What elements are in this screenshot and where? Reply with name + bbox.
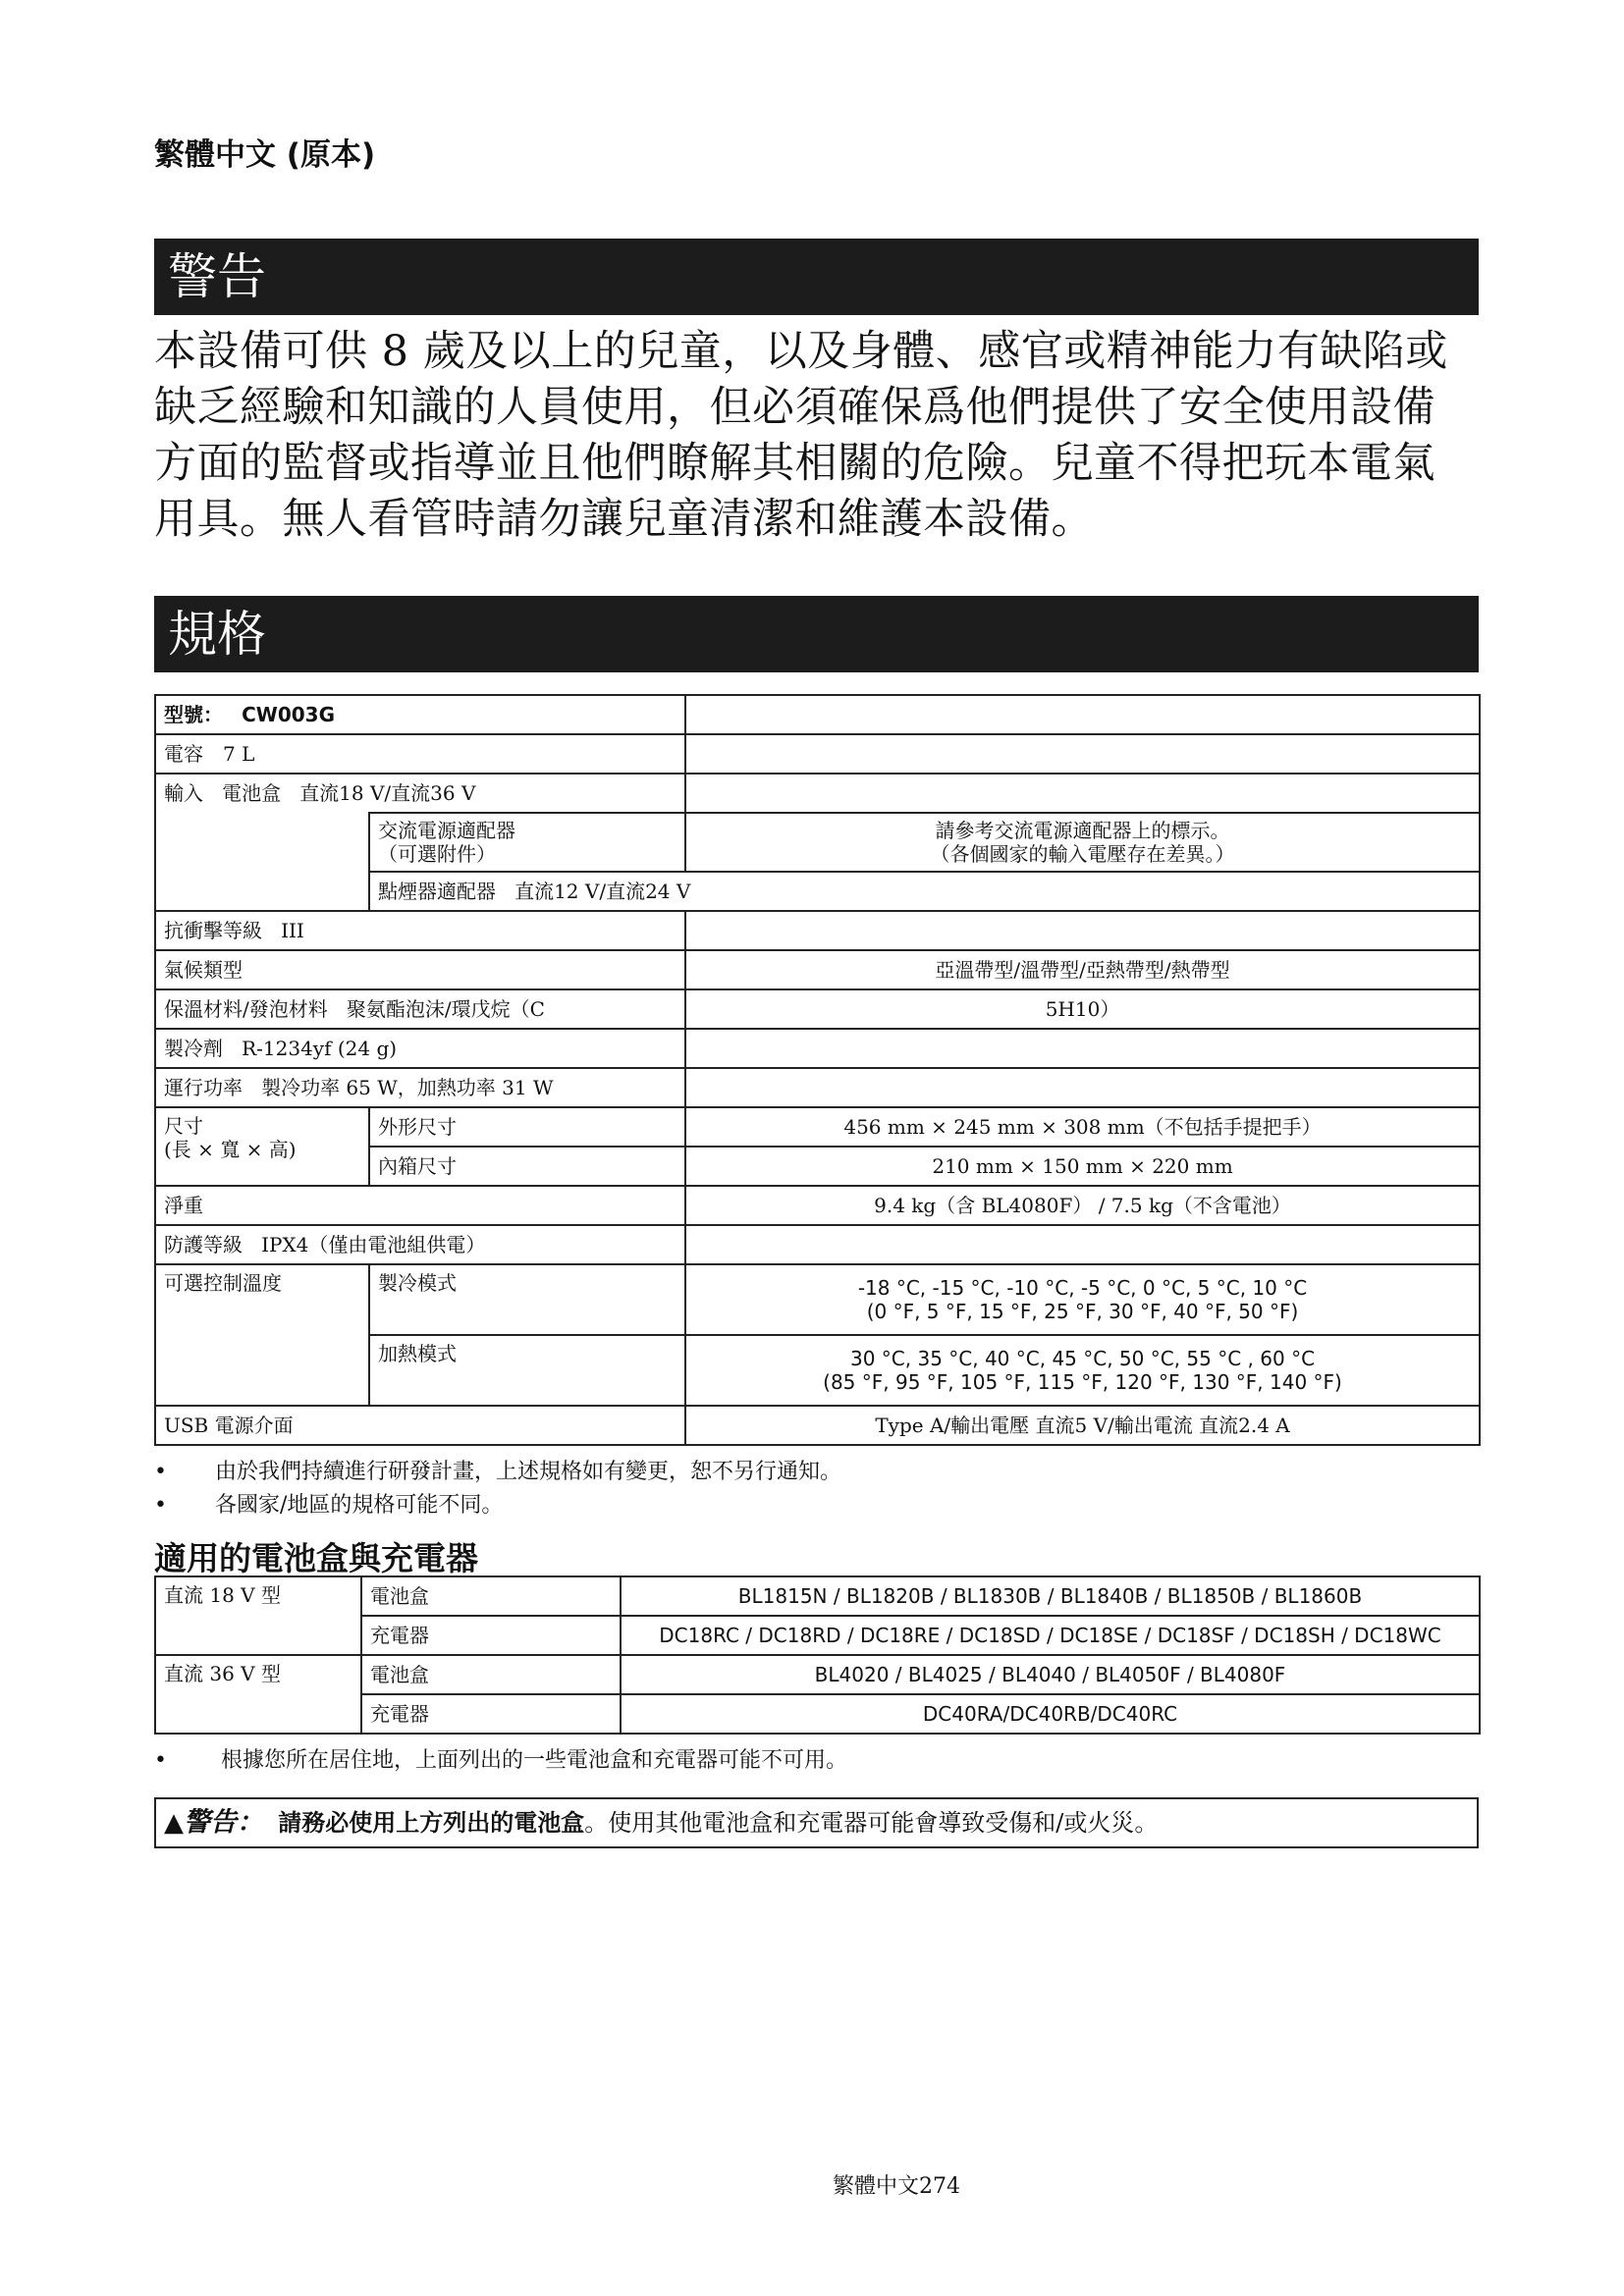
heat-value-line: 30 °C, 35 °C, 40 °C, 45 °C, 50 °C, 55 °C , 60 °C [849, 1347, 1316, 1370]
empty-cell [685, 695, 1480, 734]
table-row [155, 695, 1480, 734]
usb-label: USB 電源介面 [155, 1406, 685, 1445]
model-value: CW003G [242, 703, 335, 726]
climate-label: 氣候類型 [155, 950, 685, 989]
table-row [155, 774, 1480, 813]
protection-value: IPX4（僅由電池組供電） [261, 1233, 486, 1256]
empty-cell [685, 1225, 1480, 1264]
empty-cell [685, 911, 1480, 950]
refrigerant-label: 製冷劑 [164, 1037, 223, 1060]
battery-group: 直流 36 V 型 [155, 1655, 361, 1734]
warning-box [154, 1797, 1479, 1848]
empty-cell [685, 734, 1480, 774]
ac-adapter-value-line: 請參考交流電源適配器上的標示。 [935, 819, 1230, 842]
battery-type: 電池盒 [361, 1576, 621, 1616]
battery-value: DC18RC / DC18RD / DC18RE / DC18SD / DC18SE / DC18SF / DC18SH / DC18WC [621, 1616, 1480, 1655]
dimensions-label [155, 1107, 369, 1186]
table-row [155, 813, 1480, 872]
shock-cell [155, 911, 685, 950]
dim-outer-value: 456 mm × 245 mm × 308 mm（不包括手提把手） [685, 1107, 1480, 1147]
cool-value [685, 1264, 1480, 1335]
battery-group: 直流 18 V 型 [155, 1576, 361, 1655]
protection-label: 防護等級 [164, 1233, 243, 1256]
warning-bold-text: 請務必使用上方列出的電池盒 [278, 1809, 585, 1837]
climate-value: 亞溫帶型/溫帶型/亞熱帶型/熱帶型 [685, 950, 1480, 989]
spec-notes [154, 1456, 841, 1522]
table-row [155, 1264, 1480, 1335]
cigarette-value: 直流12 V/直流24 V [514, 880, 691, 903]
model-cell [155, 695, 685, 734]
cool-label: 製冷模式 [369, 1264, 685, 1335]
empty-cell [685, 1029, 1480, 1068]
list-item: • 根據您所在居住地，上面列出的一些電池盒和充電器可能不可用。 [154, 1748, 848, 1773]
battery-table [154, 1575, 1481, 1735]
empty-cell [685, 1068, 1480, 1107]
table-row [155, 1107, 1480, 1147]
refrigerant-cell [155, 1029, 685, 1068]
battery-value: BL4020 / BL4025 / BL4040 / BL4050F / BL4080F [621, 1655, 1480, 1694]
warning-line: 缺乏經驗和知識的人員使用，但必須確保爲他們提供了安全使用設備 [154, 383, 1435, 432]
ac-adapter-value [685, 813, 1480, 872]
battery-value: DC40RA/DC40RB/DC40RC [621, 1694, 1480, 1734]
input-label: 輸入 [164, 781, 203, 805]
list-item: • 各國家/地區的規格可能不同。 [154, 1493, 504, 1518]
note-text: 根據您所在居住地，上面列出的一些電池盒和充電器可能不可用。 [221, 1748, 848, 1773]
empty-cell [155, 813, 369, 911]
weight-value: 9.4 kg（含 BL4080F） / 7.5 kg（不含電池） [685, 1186, 1480, 1225]
ac-adapter-label [369, 813, 685, 872]
dim-outer-label: 外形尺寸 [369, 1107, 685, 1147]
note-text: 各國家/地區的規格可能不同。 [215, 1493, 504, 1518]
cool-value-line: -18 °C, -15 °C, -10 °C, -5 °C, 0 °C, 5 °C, 10 °C [857, 1276, 1308, 1300]
table-row [155, 950, 1480, 989]
table-row [155, 1225, 1480, 1264]
battery-type: 電池盒 [361, 1655, 621, 1694]
ac-adapter-label-line: （可選附件） [378, 842, 496, 866]
power-cell [155, 1068, 685, 1107]
capacity-cell: 電容 7 L [155, 734, 685, 774]
dim-inner-label: 內箱尺寸 [369, 1147, 685, 1186]
insulation-label: 保溫材料/發泡材料 [164, 997, 328, 1021]
heat-label: 加熱模式 [369, 1335, 685, 1406]
battery-value: BL1815N / BL1820B / BL1830B / BL1840B / BL1850B / BL1860B [621, 1576, 1480, 1616]
list-item: • 由於我們持續進行研發計畫，上述規格如有變更，恕不另行通知。 [154, 1460, 842, 1484]
empty-cell [685, 774, 1480, 813]
dimensions-label-line: 尺寸 [164, 1114, 203, 1138]
battery-type: 充電器 [361, 1616, 621, 1655]
language-title: 繁體中文 (原本) [154, 137, 376, 173]
temp-label: 可選控制溫度 [155, 1264, 369, 1406]
insulation-value-b: 5H10） [685, 989, 1480, 1029]
power-label: 運行功率 [164, 1076, 243, 1099]
table-row [155, 1068, 1480, 1107]
battery-note [154, 1744, 847, 1778]
warning-rest-text: 。使用其他電池盒和充電器可能會導致受傷和/或火災。 [584, 1809, 1159, 1837]
spec-table [154, 694, 1481, 1446]
page-footer: 繁體中文274 [833, 2174, 960, 2199]
dimensions-label-line: (長 × 寬 × 高) [164, 1138, 297, 1161]
table-row [155, 1576, 1480, 1616]
ac-adapter-label-line: 交流電源適配器 [378, 819, 515, 842]
insulation-cell [155, 989, 685, 1029]
table-row [155, 1406, 1480, 1445]
warning-label: 警告： [184, 1807, 263, 1838]
insulation-value-a: 聚氨酯泡沫/環戊烷（C [346, 997, 545, 1021]
table-row [155, 734, 1480, 774]
warning-line: 用具。無人看管時請勿讓兒童清潔和維護本設備。 [154, 495, 1094, 544]
battery-type: 充電器 [361, 1694, 621, 1734]
cool-value-line: (0 °F, 5 °F, 15 °F, 25 °F, 30 °F, 40 °F, 50 °F) [866, 1300, 1299, 1323]
table-row [155, 989, 1480, 1029]
warning-line: 本設備可供 8 歲及以上的兒童，以及身體、感官或精神能力有缺陷或 [154, 327, 1448, 376]
model-label: 型號： [164, 703, 223, 726]
power-value: 製冷功率 65 W，加熱功率 31 W [261, 1076, 554, 1099]
weight-label: 淨重 [155, 1186, 685, 1225]
battery-heading: 適用的電池盒與充電器 [154, 1539, 478, 1577]
usb-value: Type A/輸出電壓 直流5 V/輸出電流 直流2.4 A [685, 1406, 1480, 1445]
table-row [155, 1029, 1480, 1068]
refrigerant-value: R-1234yf (24 g) [242, 1037, 398, 1060]
spec-heading: 規格 [154, 596, 1479, 672]
ac-adapter-value-line: （各個國家的輸入電壓存在差異。） [930, 842, 1235, 866]
table-row [155, 911, 1480, 950]
table-row [155, 1655, 1480, 1694]
shock-value: III [281, 919, 304, 942]
heat-value-line: (85 °F, 95 °F, 105 °F, 115 °F, 120 °F, 130 °F, 140 °F) [823, 1370, 1342, 1394]
warning-line: 方面的監督或指導並且他們瞭解其相關的危險。兒童不得把玩本電氣 [154, 439, 1435, 488]
input-cell [155, 774, 685, 813]
cigarette-label: 點煙器適配器 [378, 880, 496, 903]
cigarette-cell [369, 872, 1480, 911]
shock-label: 抗衝擊等級 [164, 919, 262, 942]
protection-cell [155, 1225, 685, 1264]
table-row [155, 1186, 1480, 1225]
dim-inner-value: 210 mm × 150 mm × 220 mm [685, 1147, 1480, 1186]
input-battery-value: 直流18 V/直流36 V [299, 781, 476, 805]
input-battery-label: 電池盒 [222, 781, 282, 805]
note-text: 由於我們持續進行研發計畫，上述規格如有變更，恕不另行通知。 [215, 1460, 842, 1484]
warning-heading: 警告 [154, 239, 1479, 315]
warning-triangle-icon: ▲ [164, 1808, 184, 1838]
heat-value [685, 1335, 1480, 1406]
warning-paragraph [154, 324, 1480, 548]
